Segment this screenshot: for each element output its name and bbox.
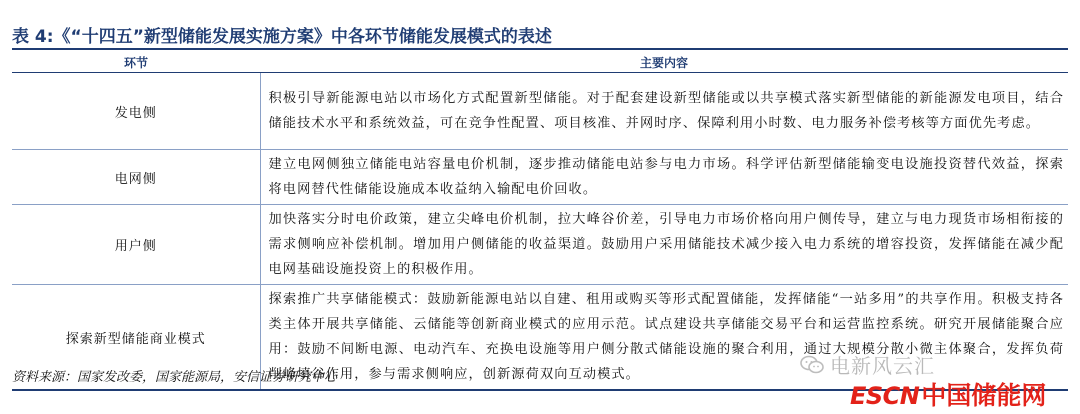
header-content: 主要内容 — [260, 52, 1068, 73]
source-note: 资料来源：国家发改委，国家能源局，安信证券研究中心 — [12, 370, 338, 385]
content-cell: 积极引导新能源电站以市场化方式配置新型储能。对于配套建设新型储能或以共享模式落实新型储能的新能源发电项目，结合储能技术水平和系统效益，可在竞争性配置、项目核准、并网时序、保障利用小时数、电力服务补偿考核等方面优先考虑。 — [260, 73, 1068, 150]
header-segment: 环节 — [12, 52, 260, 73]
brand-latin: ESCN — [850, 382, 920, 410]
brand-logo — [850, 376, 1046, 412]
title-rule — [12, 48, 1068, 50]
segment-cell: 探索新型储能商业模式 — [12, 285, 260, 391]
watermark — [800, 350, 935, 379]
table-header-row — [12, 52, 1068, 73]
content-cell: 探索推广共享储能模式：鼓励新能源电站以自建、租用或购买等形式配置储能，发挥储能“一站多用”的共享作用。积极支持各类主体开展共享储能、云储能等创新商业模式的应用示范。试点建设共享储能交易平台和运营监控系统。研究开展储能聚合应用：鼓励不间断电源、电动汽车、充换电设施等用户侧分散式储能设施的聚合利用，通过大规模分散小微主体聚合，发挥负荷削峰填谷作用，参与需求侧响应，创新源荷双向互动模式。 — [260, 285, 1068, 391]
segment-cell: 用户侧 — [12, 205, 260, 285]
table-title: 表 4:《“十四五”新型储能发展实施方案》中各环节储能发展模式的表述 — [12, 27, 552, 47]
segment-cell: 电网侧 — [12, 150, 260, 205]
table-row — [12, 205, 1068, 285]
table-row — [12, 150, 1068, 205]
content-table — [12, 52, 1068, 391]
wechat-icon — [800, 355, 824, 375]
table-row — [12, 73, 1068, 150]
content-cell: 加快落实分时电价政策，建立尖峰电价机制，拉大峰谷价差，引导电力市场价格向用户侧传导，建立与电力现货市场相衔接的需求侧响应补偿机制。增加用户侧储能的收益渠道。鼓励用户采用储能技术减少接入电力系统的增容投资，发挥储能在减少配电网基础设施投资上的积极作用。 — [260, 205, 1068, 285]
watermark-text: 电新风云汇 — [830, 354, 935, 378]
brand-cn: 中国储能网 — [921, 381, 1047, 410]
segment-cell: 发电侧 — [12, 73, 260, 150]
content-cell: 建立电网侧独立储能电站容量电价机制，逐步推动储能电站参与电力市场。科学评估新型储能输变电设施投资替代效益，探索将电网替代性储能设施成本收益纳入输配电价回收。 — [260, 150, 1068, 205]
